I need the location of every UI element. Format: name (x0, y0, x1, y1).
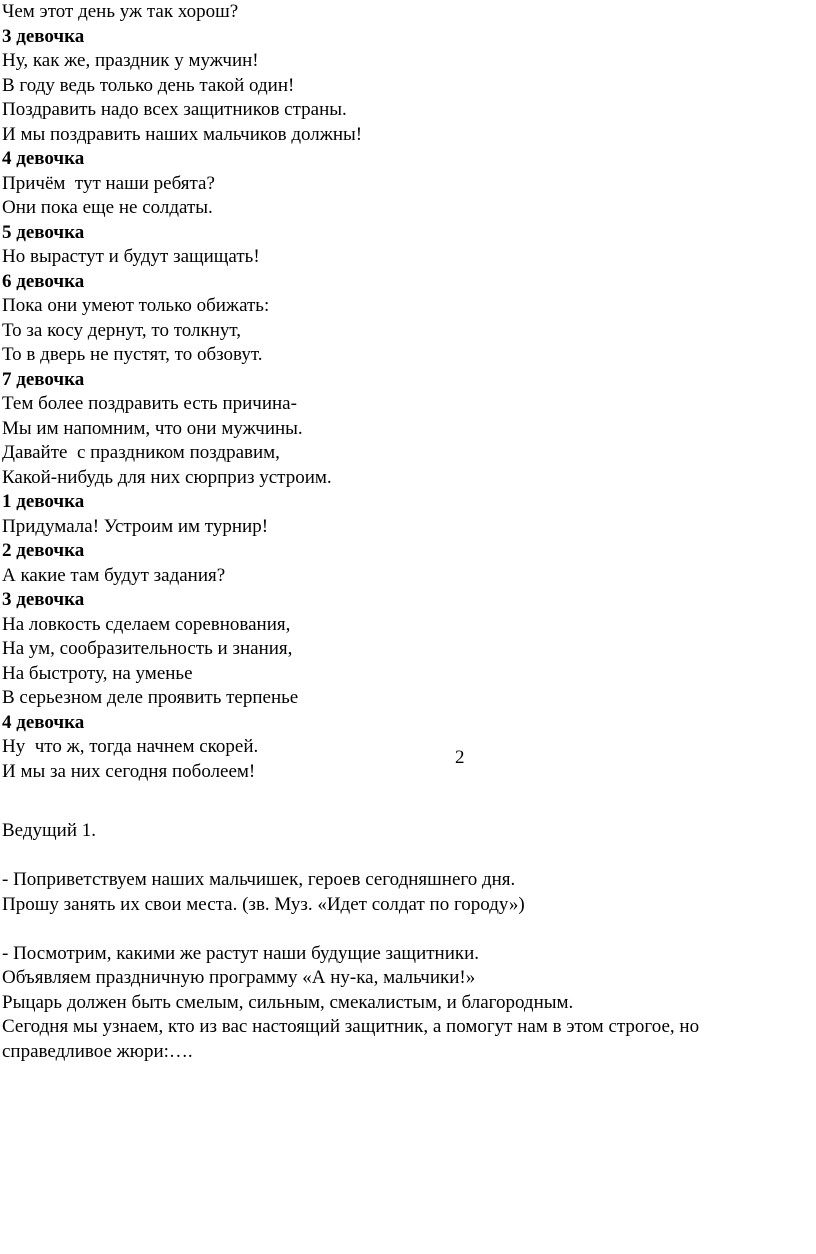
host-line: Прошу занять их свои места. (зв. Муз. «Идет солдат по городу») (2, 893, 525, 915)
host-line: справедливое жюри:…. (2, 1040, 193, 1062)
speaker-label: 7 девочка (2, 368, 85, 390)
script-line: Они пока еще не солдаты. (2, 197, 213, 218)
script-line: В году ведь только день такой один! (2, 74, 295, 96)
paragraph-gap (2, 844, 802, 869)
script-line: И мы за них сегодня поболеем! (2, 760, 256, 782)
host-line: - Посмотрим, какими же растут наши будущие защитники. (2, 942, 480, 964)
script-line: Ну что ж, тогда начнем скорей. (2, 736, 259, 757)
host-title: Ведущий 1. (2, 820, 96, 841)
speaker-label: 2 девочка (2, 540, 85, 561)
script-line: Но вырастут и будут защищать! (2, 246, 260, 267)
script-line: Какой-нибудь для них сюрприз устроим. (2, 466, 332, 488)
script-line: Мы им напомним, что они мужчины. (2, 417, 303, 439)
script-line: Тем более поздравить есть причина- (2, 393, 297, 414)
host-line: Объявляем праздничную программу «А ну-ка, мальчики!» (2, 967, 476, 988)
script-line: На быстроту, на уменье (2, 662, 193, 684)
script-line: То в дверь не пустят, то обзовут. (2, 344, 263, 365)
host-line: Рыцарь должен быть смелым, сильным, смекалистым, и благородным. (2, 991, 574, 1013)
script-line: На ум, сообразительность и знания, (2, 638, 293, 659)
page-number: 2 (455, 747, 465, 768)
host-line: - Поприветствуем наших мальчишек, героев сегодняшнего дня. (2, 869, 516, 890)
script-line: В серьезном деле проявить терпенье (2, 687, 299, 708)
script-line: То за косу дернут, то толкнут, (2, 319, 242, 341)
paragraph-gap (2, 917, 802, 942)
speaker-label: 4 девочка (2, 711, 85, 733)
script-line: Ну, как же, праздник у мужчин! (2, 50, 259, 71)
speaker-label: 4 девочка (2, 148, 85, 169)
script-line: Придумала! Устроим им турнир! (2, 515, 269, 537)
script-line: Давайте с праздником поздравим, (2, 442, 280, 463)
speaker-label: 6 девочка (2, 270, 85, 292)
script-line: Поздравить надо всех защитников страны. (2, 99, 347, 120)
script-line: Пока они умеют только обижать: (2, 295, 270, 316)
speaker-label: 3 девочка (2, 589, 85, 610)
speaker-label: 3 девочка (2, 25, 85, 47)
script-line: А какие там будут задания? (2, 564, 226, 586)
host-line: Сегодня мы узнаем, кто из вас настоящий защитник, а помогут нам в этом строгое, но (2, 1016, 700, 1037)
script-line: И мы поздравить наших мальчиков должны! (2, 123, 363, 145)
speaker-label: 5 девочка (2, 221, 85, 243)
script-line: Причём тут наши ребята? (2, 172, 215, 194)
script-text (2, 0, 802, 784)
speaker-label: 1 девочка (2, 491, 85, 512)
host-section (2, 819, 802, 1064)
script-line: На ловкость сделаем соревнования, (2, 613, 291, 635)
script-line: Чем этот день уж так хорош? (2, 1, 239, 22)
